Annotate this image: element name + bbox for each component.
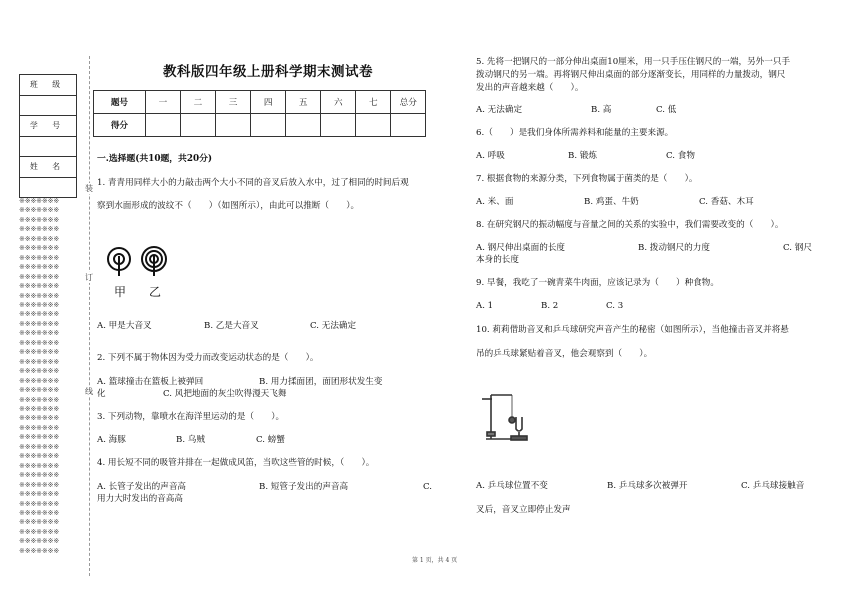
- question-10-line-2: 吊的乒乓球紧贴着音叉，他会观察到（ ）。: [476, 349, 653, 359]
- question-3-option-a[interactable]: A. 海豚: [97, 435, 126, 445]
- page-title: 教科版四年级上册科学期末测试卷: [163, 64, 373, 80]
- question-6-option-b[interactable]: B. 锻炼: [568, 151, 597, 161]
- score-table: [93, 90, 426, 137]
- score-table-header: 六: [321, 91, 356, 114]
- question-6-option-a[interactable]: A. 呼吸: [476, 151, 505, 161]
- question-1-option-b[interactable]: B. 乙是大音叉: [204, 321, 259, 331]
- question-3-option-c[interactable]: C. 螃蟹: [256, 435, 285, 445]
- question-8-option-c[interactable]: C. 钢尺: [783, 243, 812, 253]
- score-cell[interactable]: [216, 114, 251, 137]
- score-cell[interactable]: [286, 114, 321, 137]
- score-table-header: 七: [356, 91, 391, 114]
- fork-base: [511, 436, 527, 440]
- question-9-option-b[interactable]: B. 2: [541, 301, 559, 311]
- question-3-stem: 3. 下列动物，靠喷水在海洋里运动的是（ ）。: [97, 412, 285, 422]
- question-4-option-a[interactable]: A. 长管子发出的声音高: [97, 482, 187, 492]
- class-label: 班 级: [20, 75, 77, 96]
- question-10-option-c-continued: 叉后，音叉立即停止发声: [476, 505, 571, 515]
- page-footer: 第 1 页，共 4 页: [412, 557, 458, 564]
- score-cell[interactable]: [145, 114, 180, 137]
- figure-label-yi: 乙: [149, 285, 162, 299]
- binding-char-zhuang: 装: [85, 184, 93, 193]
- score-table-header: 题号: [94, 91, 146, 114]
- question-1-line-1: 1. 青青用同样大小的力敲击两个大小不同的音叉后放入水中，过了相同的时间后观: [97, 178, 409, 188]
- score-table-header: 四: [251, 91, 286, 114]
- question-1-option-c[interactable]: C. 无法确定: [310, 321, 357, 331]
- score-table-header: 二: [180, 91, 215, 114]
- question-1-option-a[interactable]: A. 甲是大音叉: [97, 321, 152, 331]
- score-table-header: 一: [145, 91, 180, 114]
- question-5-option-c[interactable]: C. 低: [656, 105, 677, 115]
- question-4-stem: 4. 用长短不同的吸管并排在一起做成风笛，当吹这些管的时候，（ ）。: [97, 458, 375, 468]
- score-table-header-row: [94, 91, 426, 114]
- question-5-option-b[interactable]: B. 高: [591, 105, 612, 115]
- pingpong-ball: [509, 417, 515, 423]
- question-4-option-b[interactable]: B. 短管子发出的声音高: [259, 482, 349, 492]
- question-8-stem: 8. 在研究钢尺的振动幅度与音量之间的关系的实验中，我们需要改变的（ ）。: [476, 220, 784, 230]
- question-2-option-b[interactable]: B. 用力揉面团，面团形状发生变: [259, 377, 383, 387]
- question-6-option-c[interactable]: C. 食物: [666, 151, 695, 161]
- student-number-field[interactable]: [20, 136, 77, 157]
- question-9-option-a[interactable]: A. 1: [476, 301, 494, 311]
- question-5-line-2: 拨动钢尺的另一端。再将钢尺伸出桌面的部分逐渐变长，用同样的力量拨动，钢尺: [476, 70, 786, 80]
- question-8-option-c-continued: 本身的长度: [476, 255, 519, 265]
- question-10-option-b[interactable]: B. 乒乓球多次被弹开: [607, 481, 688, 491]
- score-cell[interactable]: [321, 114, 356, 137]
- question-6-stem: 6.（ ）是我们身体所需养料和能量的主要来源。: [476, 128, 674, 138]
- binding-line: [89, 56, 90, 576]
- question-4-option-c-continued: 用力大时发出的音高高: [97, 494, 183, 504]
- tuning-fork: [516, 417, 522, 431]
- question-8-option-b[interactable]: B. 拨动钢尺的力度: [638, 243, 710, 253]
- question-10-option-a[interactable]: A. 乒乓球位置不变: [476, 481, 548, 491]
- student-info-table: [19, 74, 77, 198]
- question-2-option-a[interactable]: A. 篮球撞击在篮板上被弹回: [97, 377, 204, 387]
- score-table-header: 总分: [391, 91, 426, 114]
- decorative-pattern: ※※※※※※※ ※※※※※※※ ※※※※※※※ ※※※※※※※ ※※※※※※※ ※※※※※※※ ※※※※※※※ ※※※※※※※ ※※※※※※※ ※※※※※※※ ※※※※※※※ ※※※※※※※ ※※※※※※※ ※※※※※※※ ※※※※※※※ ※※※※※※※ ※※※※※※※ ※※※※※※※ ※※※※※※※ ※※※※※※※ ※※※※※※※ ※※※※※※※ ※※※※※※※ ※※※※※※※ ※※※※※※※ ※※※※※※※ ※※※※※※※ ※※※※※※※ ※※※※※※※ ※※※※※※※ ※※※※※※※ ※※※※※※※ ※※※※※※※ ※※※※※※※ ※※※※※※※ ※※※※※※※ ※※※※※※※ ※※※※※※※: [19, 196, 60, 555]
- question-4-option-c[interactable]: C.: [423, 482, 433, 492]
- tuning-fork-pingpong-figure: [478, 385, 536, 447]
- question-3-option-b[interactable]: B. 乌贼: [176, 435, 205, 445]
- question-7-option-b[interactable]: B. 鸡蛋、牛奶: [584, 197, 639, 207]
- score-cell[interactable]: [356, 114, 391, 137]
- question-2-stem: 2. 下列不属于物体因为受力而改变运动状态的是（ ）。: [97, 353, 319, 363]
- question-10-line-1: 10. 莉莉借助音叉和乒乓球研究声音产生的秘密（如图所示），当他撞击音叉并将悬: [476, 325, 789, 335]
- score-table-header: 三: [216, 91, 251, 114]
- question-5-line-1: 5. 先将一把钢尺的一部分伸出桌面10厘米，用一只手压住钢尺的一端，另外一只手: [476, 57, 791, 67]
- question-9-option-c[interactable]: C. 3: [606, 301, 624, 311]
- score-label: 得分: [94, 114, 146, 137]
- figure-label-jia: 甲: [114, 285, 127, 299]
- question-1-line-2: 察到水面形成的波纹不（ ）（如图所示），由此可以推断（ ）。: [97, 201, 360, 211]
- question-7-option-c[interactable]: C. 香菇、木耳: [699, 197, 754, 207]
- question-7-option-a[interactable]: A. 米、面: [476, 197, 514, 207]
- stand-foot: [487, 432, 495, 436]
- score-table-header: 五: [286, 91, 321, 114]
- question-5-line-3: 发出的声音越来越（ ）。: [476, 83, 584, 93]
- tuning-fork-ripple-figure: [103, 244, 183, 284]
- score-cell[interactable]: [391, 114, 426, 137]
- question-2-option-b-continued: 化: [97, 389, 106, 399]
- question-8-option-a[interactable]: A. 钢尺伸出桌面的长度: [476, 243, 566, 253]
- question-10-option-c[interactable]: C. 乒乓球接触音: [741, 481, 805, 491]
- question-9-stem: 9. 早餐，我吃了一碗青菜牛肉面，应该记录为（ ）种食物。: [476, 278, 719, 288]
- score-cell[interactable]: [251, 114, 286, 137]
- score-table-score-row: [94, 114, 426, 137]
- name-label: 姓 名: [20, 157, 77, 178]
- question-2-option-c[interactable]: C. 风把地面的灰尘吹得漫天飞舞: [163, 389, 287, 399]
- question-7-stem: 7. 根据食物的来源分类，下列食物属于菌类的是（ ）。: [476, 174, 698, 184]
- student-number-label: 学 号: [20, 116, 77, 137]
- class-field[interactable]: [20, 95, 77, 116]
- section-heading: 一.选择题(共10题，共20分): [97, 154, 213, 164]
- name-field[interactable]: [20, 177, 77, 198]
- binding-char-xian: 线: [85, 387, 93, 396]
- question-5-option-a[interactable]: A. 无法确定: [476, 105, 523, 115]
- score-cell[interactable]: [180, 114, 215, 137]
- binding-char-ding: 订: [85, 273, 93, 282]
